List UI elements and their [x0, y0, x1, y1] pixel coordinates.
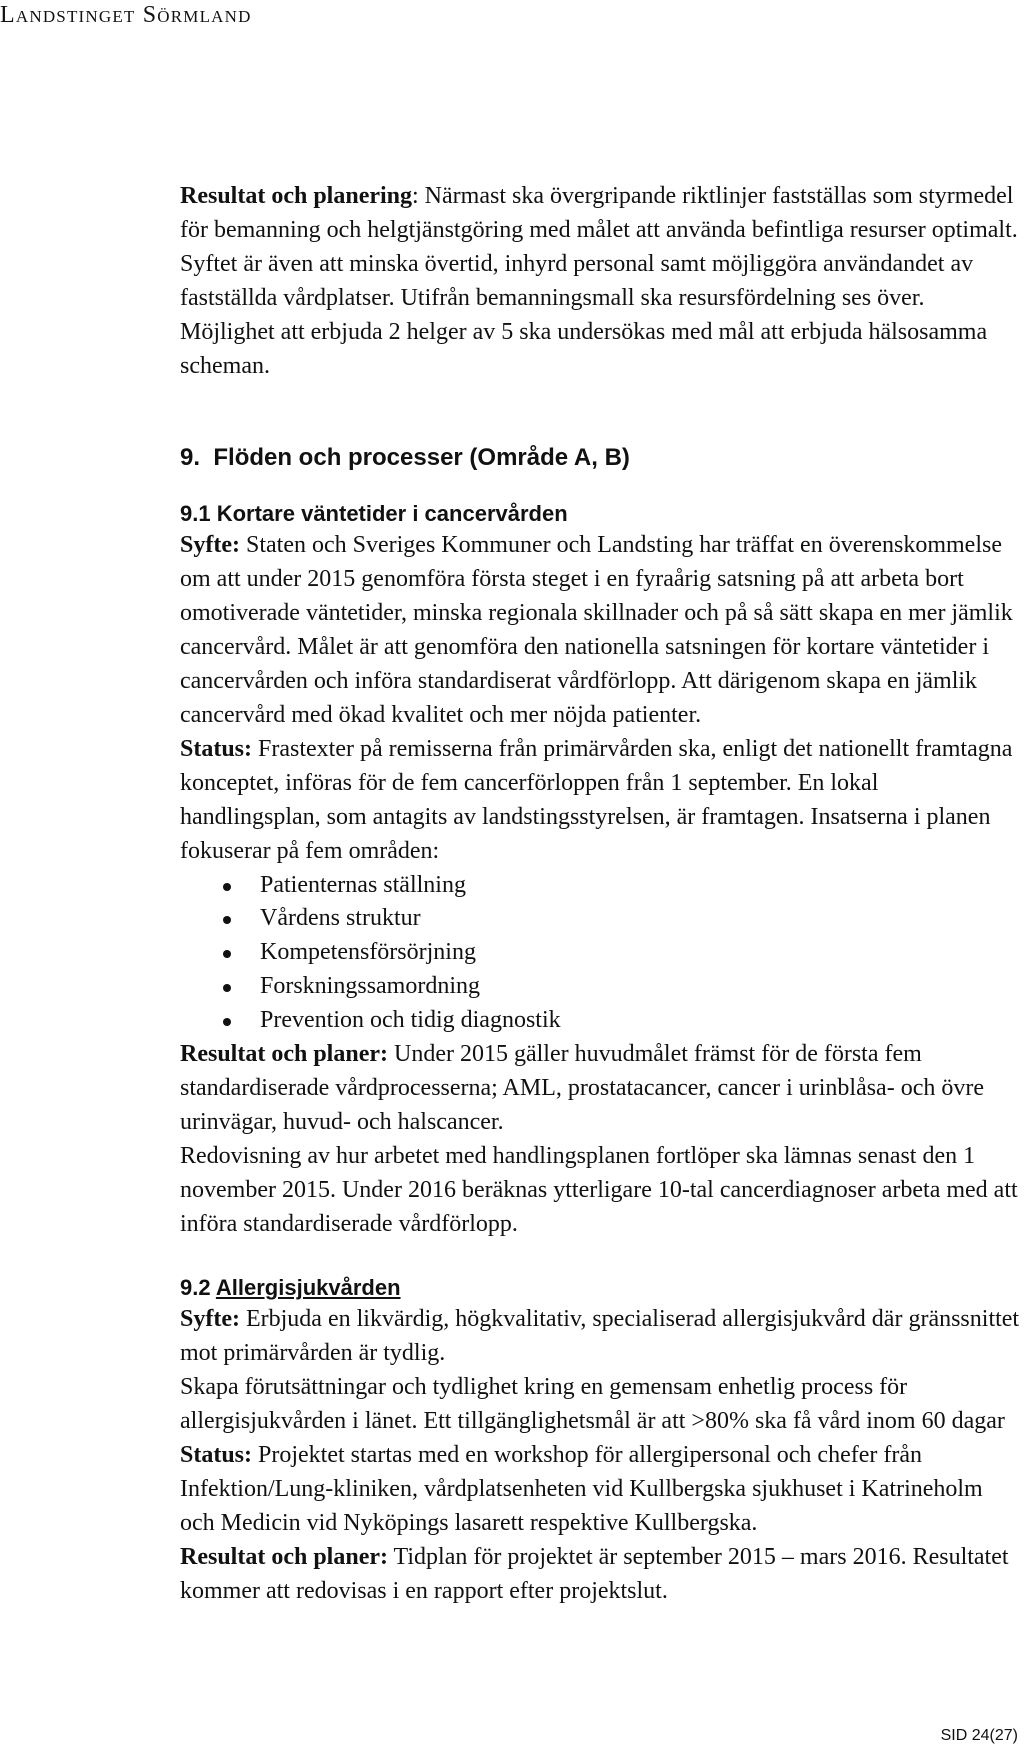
intro-label: Resultat och planering [180, 183, 413, 209]
status-text: Frastexter på remisserna från primärvården ska, enligt det nationellt framtagna konceptet, införas för de fem cancerförloppen från 1 september. En lokal handlingsplan, som antagits av landstingsstyrelsen, är framtagen. Insatserna i planen fokuserar på fem områden: [180, 735, 1013, 864]
s91-resultat-paragraph [180, 1038, 1020, 1140]
list-item: Vårdens struktur [180, 902, 1020, 936]
resultat-text: Under 2015 gäller huvudmålet främst för de första fem standardiserade vårdprocesserna; AML, prostatacancer, cancer i urinblåsa- och övre urinvägar, huvud- och halscancer. [180, 1041, 984, 1135]
subsection-number: 9.1 [180, 501, 211, 527]
resultat-text: Tidplan för projektet är september 2015 – mars 2016. Resultatet kommer att redovisas i en rapport efter projektslut. [180, 1543, 1009, 1604]
resultat-label: Resultat och planer: [180, 1543, 388, 1570]
bullet-icon [223, 984, 231, 992]
bullet-icon [223, 916, 231, 924]
bullet-icon [223, 883, 231, 891]
list-item: Forskningssamordning [180, 970, 1020, 1004]
focus-areas-list [180, 869, 1020, 1039]
status-text: Projektet startas med en workshop för allergipersonal och chefer från Infektion/Lung-kliniken, vårdplatsenheten vid Kullbergska sjukhuset i Katrineholm och Medicin vid Nyköpings lasarett respektive Kullbergska. [180, 1442, 983, 1536]
syfte-text: Erbjuda en likvärdig, högkvalitativ, specialiserad allergisjukvård där gränssnittet mot primärvården är tydlig. [180, 1306, 1020, 1367]
s91-redovisning-paragraph: Redovisning av hur arbetet med handlingsplanen fortlöper ska lämnas senast den 1 november 2015. Under 2016 beräknas ytterligare 10-tal cancerdiagnoser arbeta med att införa standardiserade vårdförlopp. [180, 1142, 1018, 1237]
syfte-text: Staten och Sveriges Kommuner och Landsting har träffat en överenskommelse om att under 2015 genomföra första steget i en fyraårig satsning på att arbeta bort omotiverade väntetider, minska regionala skillnader och på så sätt skapa en mer jämlik cancervård. Målet är att genomföra den nationella satsningen för kortare väntetider i cancervården och införa standardiserat vårdförlopp. Att därigenom skapa en jämlik cancervård med ökad kvalitet och mer nöjda patienter. [180, 532, 1013, 728]
status-label: Status: [180, 1442, 253, 1469]
organization-header: Landstinget Sörmland [0, 2, 252, 28]
section-9-heading [180, 443, 1020, 473]
s92-resultat-paragraph [180, 1541, 1020, 1609]
resultat-label: Resultat och planer: [180, 1041, 388, 1068]
syfte-label: Syfte: [180, 1306, 240, 1333]
subsection-title: Allergisjukvården [215, 1275, 401, 1301]
s92-status-paragraph [180, 1439, 1020, 1541]
section-scope: (Område A, B) [462, 444, 630, 472]
subsection-title: Kortare väntetider i cancervården [216, 501, 568, 527]
intro-text: : Närmast ska övergripande riktlinjer fastställas som styrmedel för bemanning och helgtjänstgöring med målet att använda befintliga resurser optimalt. Syftet är även att minska övertid, inhyrd personal samt möjliggöra användandet av fastställda vårdplatser. Utifrån bemanningsmall ska resursfördelning ses över. Möjlighet att erbjuda 2 helger av 5 ska undersökas med mål att erbjuda hälsosamma scheman. [180, 183, 1018, 379]
list-item: Patienternas ställning [180, 869, 1020, 903]
syfte-label: Syfte: [180, 532, 240, 559]
subsection-9-1-heading [180, 499, 1020, 529]
s91-syfte-paragraph [180, 529, 1020, 732]
status-label: Status: [180, 735, 253, 762]
section-number: 9. [180, 444, 201, 472]
list-item: Prevention och tidig diagnostik [180, 1004, 1020, 1038]
s91-status-paragraph [180, 733, 1020, 869]
subsection-number: 9.2 [180, 1275, 211, 1301]
list-item: Kompetensförsörjning [180, 936, 1020, 970]
s92-goal-paragraph: Skapa förutsättningar och tydlighet kring en gemensam enhetlig process för allergisjukvården i länet. Ett tillgänglighetsmål är att >80% ska få vård inom 60 dagar [180, 1374, 1005, 1435]
page-number: SID 24(27) [940, 1727, 1018, 1744]
bullet-icon [223, 950, 231, 958]
intro-paragraph [180, 180, 1020, 383]
s92-syfte-paragraph [180, 1303, 1020, 1371]
subsection-9-2-heading [180, 1273, 1020, 1303]
document-body [180, 180, 1020, 1609]
section-title: Flöden och processer [213, 444, 463, 472]
bullet-icon [223, 1018, 231, 1026]
